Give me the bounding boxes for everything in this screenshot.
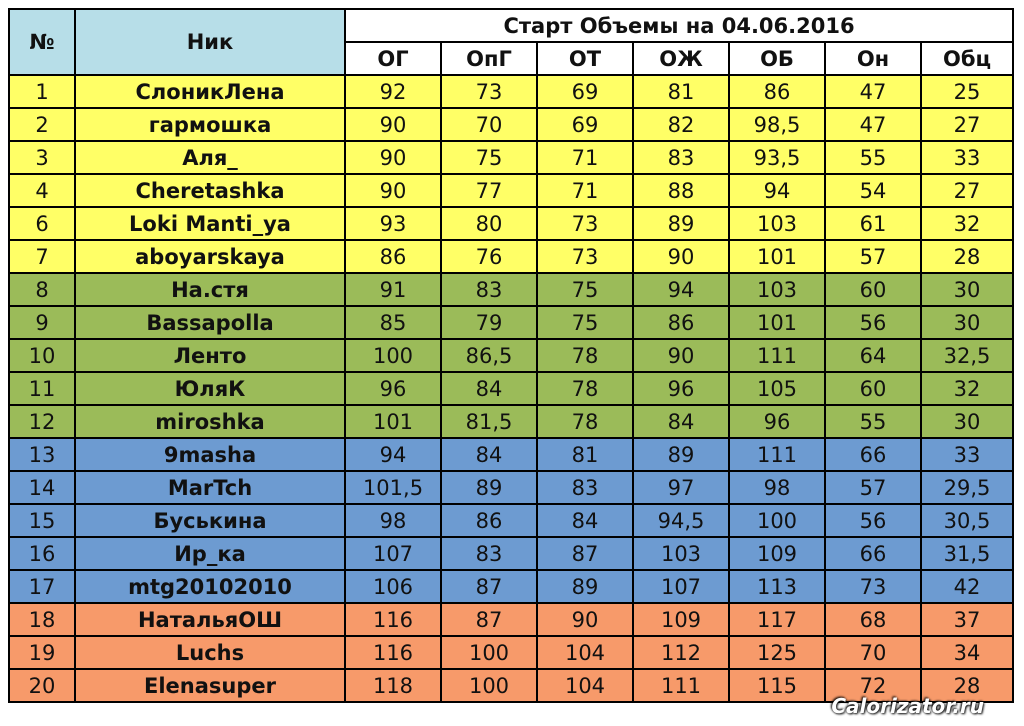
row-value: 94 <box>345 438 441 471</box>
row-value: 78 <box>537 339 633 372</box>
row-value: 69 <box>537 108 633 141</box>
row-number: 19 <box>9 636 75 669</box>
row-value: 32 <box>921 372 1013 405</box>
row-nick: НатальяОШ <box>75 603 345 636</box>
row-value: 57 <box>825 471 921 504</box>
row-value: 103 <box>729 273 825 306</box>
row-value: 101 <box>345 405 441 438</box>
row-nick: Elenasuper <box>75 669 345 702</box>
watermark-logo: Calorizator.ru <box>831 694 984 718</box>
row-value: 31,5 <box>921 537 1013 570</box>
row-value: 69 <box>537 75 633 108</box>
row-value: 70 <box>441 108 537 141</box>
row-value: 100 <box>441 636 537 669</box>
row-value: 47 <box>825 75 921 108</box>
row-number: 16 <box>9 537 75 570</box>
row-value: 89 <box>537 570 633 603</box>
row-value: 90 <box>345 108 441 141</box>
row-value: 90 <box>537 603 633 636</box>
row-value: 28 <box>921 669 1013 702</box>
row-value: 84 <box>633 405 729 438</box>
row-number: 11 <box>9 372 75 405</box>
row-value: 90 <box>633 240 729 273</box>
row-nick: Аля_ <box>75 141 345 174</box>
row-nick: Luchs <box>75 636 345 669</box>
row-value: 93 <box>345 207 441 240</box>
table-title: Старт Объемы на 04.06.2016 <box>345 9 1013 42</box>
column-header-3: ОЖ <box>633 42 729 75</box>
table-row <box>9 240 1013 273</box>
row-value: 30,5 <box>921 504 1013 537</box>
row-value: 90 <box>345 174 441 207</box>
row-nick: Cheretashka <box>75 174 345 207</box>
row-value: 89 <box>633 438 729 471</box>
table-row <box>9 537 1013 570</box>
column-header-1: ОпГ <box>441 42 537 75</box>
row-value: 68 <box>825 603 921 636</box>
row-value: 75 <box>537 306 633 339</box>
row-value: 80 <box>441 207 537 240</box>
row-value: 84 <box>441 372 537 405</box>
row-value: 113 <box>729 570 825 603</box>
row-value: 27 <box>921 174 1013 207</box>
row-value: 55 <box>825 141 921 174</box>
row-nick: 9masha <box>75 438 345 471</box>
row-value: 94,5 <box>633 504 729 537</box>
row-number: 18 <box>9 603 75 636</box>
row-value: 37 <box>921 603 1013 636</box>
row-value: 71 <box>537 174 633 207</box>
row-value: 87 <box>441 570 537 603</box>
row-value: 83 <box>441 537 537 570</box>
row-value: 33 <box>921 438 1013 471</box>
row-value: 107 <box>633 570 729 603</box>
row-value: 107 <box>345 537 441 570</box>
table-row <box>9 504 1013 537</box>
row-number: 8 <box>9 273 75 306</box>
row-value: 56 <box>825 306 921 339</box>
row-value: 89 <box>441 471 537 504</box>
row-number: 9 <box>9 306 75 339</box>
row-value: 66 <box>825 537 921 570</box>
table-row <box>9 141 1013 174</box>
table-row <box>9 603 1013 636</box>
row-nick: Loki Manti_ya <box>75 207 345 240</box>
row-nick: На.стя <box>75 273 345 306</box>
row-value: 81 <box>633 75 729 108</box>
row-value: 60 <box>825 372 921 405</box>
column-header-0: ОГ <box>345 42 441 75</box>
row-number: 10 <box>9 339 75 372</box>
row-value: 30 <box>921 273 1013 306</box>
table-body <box>9 75 1013 702</box>
row-value: 83 <box>633 141 729 174</box>
row-nick: ЮляК <box>75 372 345 405</box>
row-value: 77 <box>441 174 537 207</box>
row-value: 90 <box>345 141 441 174</box>
header-row-top <box>9 9 1013 42</box>
row-value: 96 <box>729 405 825 438</box>
row-value: 76 <box>441 240 537 273</box>
row-value: 29,5 <box>921 471 1013 504</box>
row-value: 54 <box>825 174 921 207</box>
row-value: 115 <box>729 669 825 702</box>
row-nick: Ир_ка <box>75 537 345 570</box>
table-row <box>9 570 1013 603</box>
table-row <box>9 372 1013 405</box>
row-value: 90 <box>633 339 729 372</box>
row-number: 15 <box>9 504 75 537</box>
row-value: 118 <box>345 669 441 702</box>
row-value: 98,5 <box>729 108 825 141</box>
row-value: 87 <box>441 603 537 636</box>
row-nick: Ленто <box>75 339 345 372</box>
row-number: 3 <box>9 141 75 174</box>
row-value: 78 <box>537 372 633 405</box>
row-value: 104 <box>537 669 633 702</box>
row-value: 75 <box>537 273 633 306</box>
row-value: 72 <box>825 669 921 702</box>
row-value: 96 <box>633 372 729 405</box>
table-row <box>9 273 1013 306</box>
row-value: 98 <box>345 504 441 537</box>
row-nick: Bassapolla <box>75 306 345 339</box>
row-number: 12 <box>9 405 75 438</box>
row-number: 1 <box>9 75 75 108</box>
row-value: 100 <box>345 339 441 372</box>
row-number: 6 <box>9 207 75 240</box>
row-value: 25 <box>921 75 1013 108</box>
table-row <box>9 207 1013 240</box>
row-value: 84 <box>537 504 633 537</box>
row-value: 111 <box>729 438 825 471</box>
column-header-4: ОБ <box>729 42 825 75</box>
row-value: 98 <box>729 471 825 504</box>
table-row <box>9 339 1013 372</box>
row-nick: Буськина <box>75 504 345 537</box>
row-value: 66 <box>825 438 921 471</box>
row-value: 87 <box>537 537 633 570</box>
row-value: 105 <box>729 372 825 405</box>
row-nick: aboyarskaya <box>75 240 345 273</box>
row-value: 56 <box>825 504 921 537</box>
row-value: 100 <box>729 504 825 537</box>
row-value: 30 <box>921 405 1013 438</box>
row-value: 94 <box>633 273 729 306</box>
row-value: 109 <box>633 603 729 636</box>
row-value: 86 <box>441 504 537 537</box>
table-row <box>9 174 1013 207</box>
row-value: 86 <box>633 306 729 339</box>
column-header-nick: Ник <box>75 9 345 75</box>
row-nick: miroshka <box>75 405 345 438</box>
row-value: 57 <box>825 240 921 273</box>
row-value: 42 <box>921 570 1013 603</box>
row-value: 27 <box>921 108 1013 141</box>
table-row <box>9 405 1013 438</box>
row-value: 92 <box>345 75 441 108</box>
row-value: 94 <box>729 174 825 207</box>
row-value: 55 <box>825 405 921 438</box>
row-value: 88 <box>633 174 729 207</box>
row-nick: mtg20102010 <box>75 570 345 603</box>
row-value: 96 <box>345 372 441 405</box>
row-value: 125 <box>729 636 825 669</box>
column-header-5: Он <box>825 42 921 75</box>
row-value: 116 <box>345 603 441 636</box>
row-value: 73 <box>441 75 537 108</box>
table-row <box>9 636 1013 669</box>
column-header-6: Обц <box>921 42 1013 75</box>
row-value: 116 <box>345 636 441 669</box>
row-value: 86 <box>729 75 825 108</box>
row-value: 34 <box>921 636 1013 669</box>
row-number: 20 <box>9 669 75 702</box>
row-value: 28 <box>921 240 1013 273</box>
row-value: 111 <box>729 339 825 372</box>
row-value: 73 <box>537 207 633 240</box>
row-value: 73 <box>537 240 633 273</box>
row-value: 81,5 <box>441 405 537 438</box>
row-value: 83 <box>441 273 537 306</box>
row-value: 73 <box>825 570 921 603</box>
row-value: 71 <box>537 141 633 174</box>
row-value: 32,5 <box>921 339 1013 372</box>
row-value: 84 <box>441 438 537 471</box>
row-value: 89 <box>633 207 729 240</box>
row-value: 32 <box>921 207 1013 240</box>
row-value: 97 <box>633 471 729 504</box>
row-value: 81 <box>537 438 633 471</box>
row-value: 30 <box>921 306 1013 339</box>
measurements-table <box>8 8 1014 703</box>
row-value: 111 <box>633 669 729 702</box>
row-number: 13 <box>9 438 75 471</box>
row-value: 106 <box>345 570 441 603</box>
table-row <box>9 75 1013 108</box>
row-value: 64 <box>825 339 921 372</box>
row-nick: СлоникЛена <box>75 75 345 108</box>
row-value: 86,5 <box>441 339 537 372</box>
row-value: 100 <box>441 669 537 702</box>
row-number: 14 <box>9 471 75 504</box>
table-row <box>9 108 1013 141</box>
table-row <box>9 471 1013 504</box>
row-value: 112 <box>633 636 729 669</box>
row-value: 117 <box>729 603 825 636</box>
row-value: 91 <box>345 273 441 306</box>
row-value: 79 <box>441 306 537 339</box>
row-value: 101 <box>729 306 825 339</box>
row-number: 2 <box>9 108 75 141</box>
row-value: 78 <box>537 405 633 438</box>
row-value: 93,5 <box>729 141 825 174</box>
row-value: 103 <box>633 537 729 570</box>
row-value: 85 <box>345 306 441 339</box>
row-value: 33 <box>921 141 1013 174</box>
row-nick: MarTch <box>75 471 345 504</box>
row-value: 109 <box>729 537 825 570</box>
row-value: 70 <box>825 636 921 669</box>
row-value: 101,5 <box>345 471 441 504</box>
table-row <box>9 438 1013 471</box>
row-value: 86 <box>345 240 441 273</box>
row-value: 104 <box>537 636 633 669</box>
row-value: 83 <box>537 471 633 504</box>
row-value: 61 <box>825 207 921 240</box>
table-row <box>9 306 1013 339</box>
row-nick: гармошка <box>75 108 345 141</box>
column-header-num: № <box>9 9 75 75</box>
row-value: 60 <box>825 273 921 306</box>
row-value: 82 <box>633 108 729 141</box>
row-value: 101 <box>729 240 825 273</box>
row-value: 103 <box>729 207 825 240</box>
row-number: 7 <box>9 240 75 273</box>
row-value: 47 <box>825 108 921 141</box>
column-header-2: ОТ <box>537 42 633 75</box>
row-number: 4 <box>9 174 75 207</box>
row-value: 75 <box>441 141 537 174</box>
row-number: 17 <box>9 570 75 603</box>
